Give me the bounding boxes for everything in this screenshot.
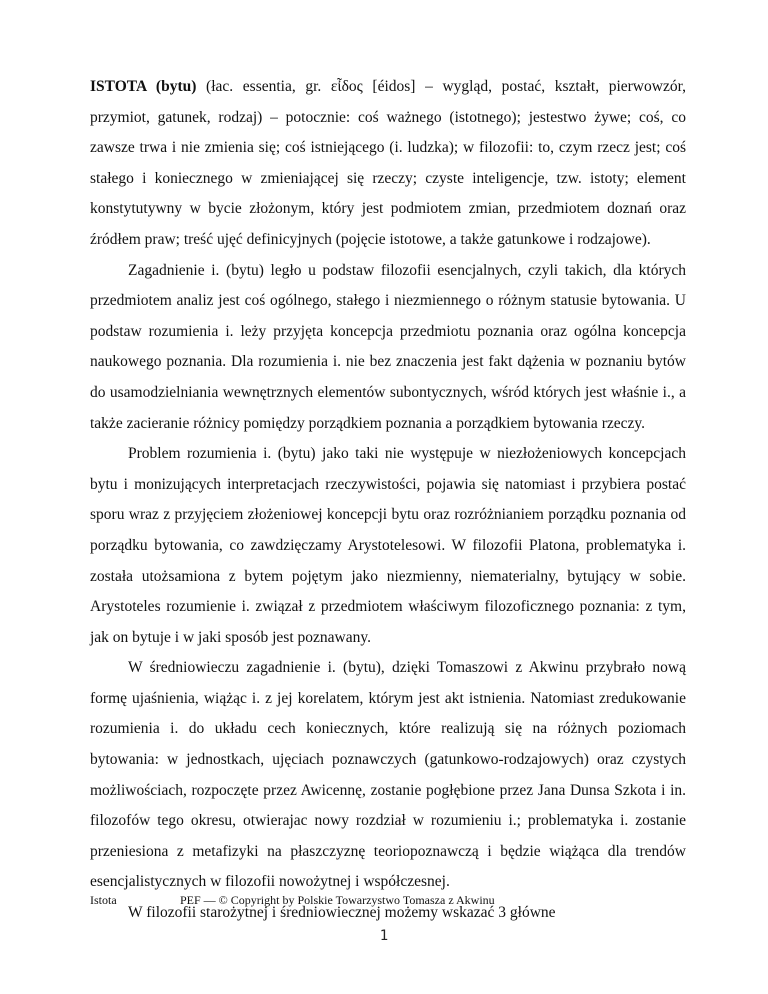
article-body: [90, 72, 686, 929]
paragraph-ancient-medieval: W filozofii starożytnej i średniowiecznej możemy wskazać 3 główne: [128, 904, 556, 922]
paragraph-definition: [90, 72, 686, 256]
definition-text: (łac. essentia, gr. εἶδος [éidos] – wygląd, postać, kształt, pierwowzór, przymiot, gatunek, rodzaj) – potocznie: coś ważnego (istotnego); jestestwo żywe; coś, co zawsze trwa i nie zmienia się; coś istniejącego (i. ludzka); w filozofii: to, czym rzecz jest; coś stałego i koniecznego w zmieniającej się rzeczy; czyste inteligencje, tzw. istoty; element konstytutywny w bycie złożonym, który jest podmiotem zmian, przedmiotem doznań oraz źródłem praw; treść ujęć definicyjnych (pojęcie istotowe, a także gatunkowe i rodzajowe).: [90, 78, 686, 248]
paragraph-essentialist-philosophies: Zagadnienie i. (bytu) legło u podstaw filozofii esencjalnych, czyli takich, dla których przedmiotem analiz jest coś ogólnego, stałego i niezmiennego o różnym statusie bytowania. U podstaw rozumienia i. leży przyjęta koncepcja przedmiotu poznania oraz ogólna koncepcja naukowego poznania. Dla rozumienia i. nie bez znaczenia jest fakt dążenia w poznaniu bytów do usamodzielniania wewnętrznych elementów subontycznych, wśród których jest właśnie i., a także zacieranie różnicy pomiędzy porządkiem poznania a porządkiem bytowania rzeczy.: [90, 261, 686, 432]
page-number: 1: [379, 928, 389, 944]
entry-term: ISTOTA (bytu): [90, 78, 197, 95]
paragraph-middle-ages: W średniowieczu zagadnienie i. (bytu), dzięki Tomaszowi z Akwinu przybrało nową formę ujaśnienia, wiążąc i. z jej korelatem, którym jest akt istnienia. Natomiast zredukowanie rozumienia i. do układu cech koniecznych, które realizują się na różnych poziomach bytowania: w jednostkach, ujęciach poznawczych (gatunkowo-rodzajowych) oraz czystych możliwościach, rozpoczęte przez Awicennę, zostanie pogłębione przez Jana Dunsa Szkota i in. filozofów tego okresu, otwierajac nowy rozdział w rozumieniu i.; problematyka i. zostanie przeniesiona z metafizyki na płaszczyznę teoriopoznawczą i będzie wiążąca dla trendów esencjalistycznych w filozofii nowożytnej i współczesnej.: [90, 659, 686, 891]
footer-entry-name: Istota: [90, 893, 117, 907]
footer-copyright: PEF — © Copyright by Polskie Towarzystwo Tomasza z Akwinu: [180, 893, 495, 907]
paragraph-problem-of-understanding: Problem rozumienia i. (bytu) jako taki nie występuje w niezłożeniowych koncepcjach bytu i monizujących interpretacjach rzeczywistości, pojawia się natomiast i przybiera postać sporu wraz z przyjęciem złożeniowej koncepcji bytu oraz rozróżnianiem porządku poznania od porządku bytowania, co zawdzięczamy Arystotelesowi. W filozofii Platona, problematyka i. została utożsamiona z bytem pojętym jako niezmienny, niematerialny, bytujący w sobie. Arystoteles rozumienie i. związał z przedmiotem właściwym filozoficznego poznania: z tym, jak on bytuje i w jaki sposób jest poznawany.: [90, 445, 686, 646]
